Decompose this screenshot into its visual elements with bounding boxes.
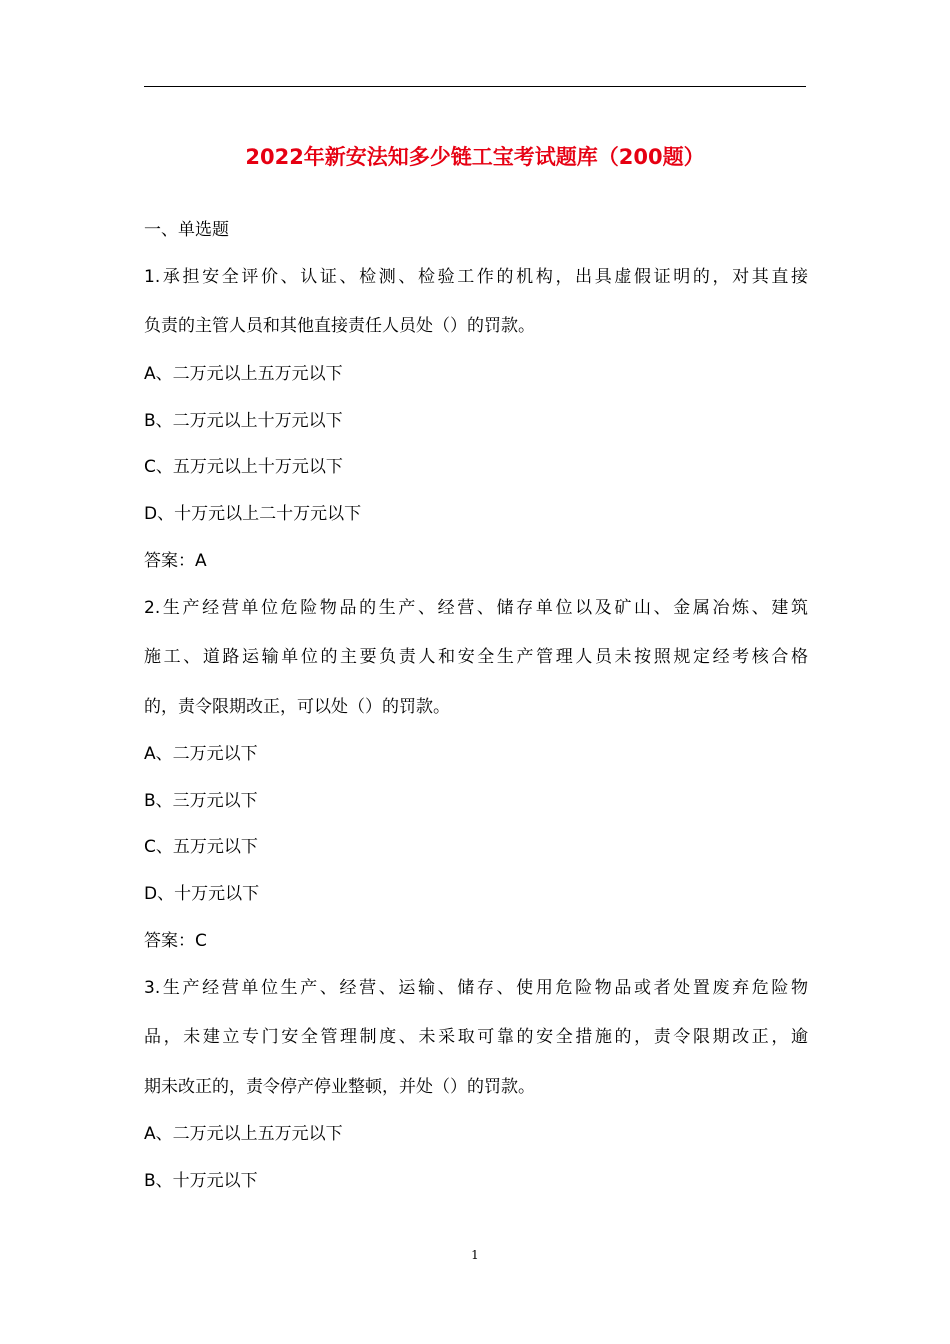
question-1-option-b: B、二万元以上十万元以下: [144, 411, 343, 431]
header-rule: [144, 86, 806, 87]
question-3-stem-line-2: 品，未建立专门安全管理制度、未采取可靠的安全措施的，责令限期改正，逾: [144, 1027, 808, 1047]
question-2-stem-line-2: 施工、道路运输单位的主要负责人和安全生产管理人员未按照规定经考核合格: [144, 647, 808, 667]
question-2-option-a: A、二万元以下: [144, 744, 258, 764]
document-title: 2022年新安法知多少链工宝考试题库（200题）: [245, 145, 705, 169]
question-1-option-a: A、二万元以上五万元以下: [144, 364, 343, 384]
question-2-option-c: C、五万元以下: [144, 837, 258, 857]
question-1-stem-line-1: 1.承担安全评价、认证、检测、检验工作的机构，出具虚假证明的，对其直接: [144, 267, 808, 287]
section-heading: 一、单选题: [144, 220, 229, 240]
question-3-option-b: B、十万元以下: [144, 1171, 258, 1191]
question-3-stem-line-1: 3.生产经营单位生产、经营、运输、储存、使用危险物品或者处置废弃危险物: [144, 978, 808, 998]
question-1-answer: 答案：A: [144, 551, 207, 571]
question-2-stem-line-3: 的，责令限期改正，可以处（）的罚款。: [144, 697, 450, 717]
question-2-stem-line-1: 2.生产经营单位危险物品的生产、经营、储存单位以及矿山、金属冶炼、建筑: [144, 598, 808, 618]
question-1-option-c: C、五万元以上十万元以下: [144, 457, 343, 477]
question-3-option-a: A、二万元以上五万元以下: [144, 1124, 343, 1144]
question-3-stem-line-3: 期未改正的，责令停产停业整顿，并处（）的罚款。: [144, 1077, 535, 1097]
question-2-option-b: B、三万元以下: [144, 791, 258, 811]
question-1-stem-line-2: 负责的主管人员和其他直接责任人员处（）的罚款。: [144, 316, 535, 336]
question-1-option-d: D、十万元以上二十万元以下: [144, 504, 362, 524]
page-number: 1: [471, 1248, 479, 1262]
question-2-answer: 答案：C: [144, 931, 207, 951]
question-2-option-d: D、十万元以下: [144, 884, 260, 904]
